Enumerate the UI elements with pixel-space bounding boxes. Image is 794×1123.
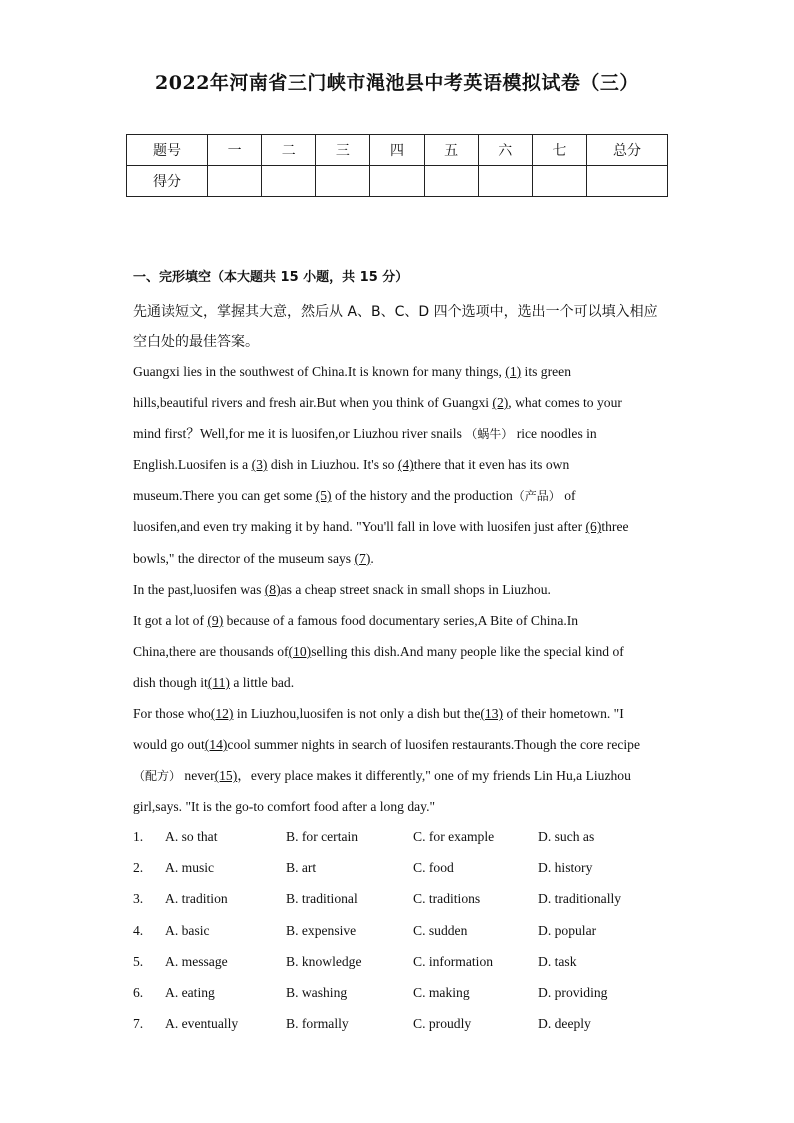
passage-line: In the past,luosifen was (8)as a cheap street snack in small shops in Liuzhou. <box>133 581 551 597</box>
header-cell-6: 六 <box>478 135 532 166</box>
score-cell-1 <box>208 166 262 197</box>
question-number: 6. <box>133 984 144 1000</box>
chinese-gloss: （配方） <box>133 769 182 784</box>
option-c: C. making <box>413 984 470 1000</box>
passage-line: hills,beautiful rivers and fresh air.But when you think of Guangxi (2), what comes to your <box>133 395 622 411</box>
score-cell-4 <box>370 166 424 197</box>
option-d: D. history <box>538 860 593 876</box>
option-a: A. message <box>165 953 228 969</box>
header-cell-2: 二 <box>262 135 316 166</box>
header-cell-7: 七 <box>532 135 586 166</box>
blank-11: (11) <box>207 674 230 690</box>
option-a: A. basic <box>165 922 210 938</box>
option-d: D. such as <box>538 829 595 844</box>
chinese-gloss: （产品） <box>512 489 561 504</box>
score-table-header-row <box>127 135 668 166</box>
option-a: A. eating <box>165 984 215 1000</box>
option-d: D. traditionally <box>538 891 622 907</box>
score-cell-7 <box>532 166 586 197</box>
passage-line: It got a lot of (9) because of a famous food documentary series,A Bite of China.In <box>133 612 579 628</box>
passage-line: luosifen,and even try making it by hand. "You'll fall in love with luosifen just after (6)three <box>133 519 629 535</box>
passage-line: museum.There you can get some (5) of the history and the production（产品） of <box>133 488 576 504</box>
blank-7: (7) <box>354 550 371 566</box>
blank-8: (8) <box>264 581 281 597</box>
blank-9: (9) <box>207 612 224 628</box>
passage-line: For those who(12) in Liuzhou,luosifen is not only a dish but the(13) of their hometown. "I <box>133 706 624 722</box>
option-b: B. formally <box>286 1016 349 1032</box>
blank-2: (2) <box>492 395 509 411</box>
question-row <box>133 854 673 885</box>
question-number: 3. <box>133 891 144 907</box>
blank-1: (1) <box>505 364 522 379</box>
question-number: 7. <box>133 1016 144 1032</box>
question-number: 1. <box>133 829 144 844</box>
passage-line: bowls," the director of the museum says (7). <box>133 550 374 566</box>
option-c: C. sudden <box>413 922 468 938</box>
passage-line: （配方） never(15)，every place makes it differently," one of my friends Lin Hu,a Liuzhou <box>133 768 631 784</box>
blank-15: (15) <box>214 768 238 784</box>
passage-line: dish though it(11) a little bad. <box>133 674 295 690</box>
score-cell-2 <box>262 166 316 197</box>
chinese-gloss: （蜗牛） <box>465 427 514 442</box>
header-cell-label: 题号 <box>127 135 208 166</box>
question-row <box>133 885 673 916</box>
option-a: A. eventually <box>165 1016 239 1032</box>
answer-options <box>133 823 673 1041</box>
option-d: D. popular <box>538 922 597 938</box>
passage-line: would go out(14)cool summer nights in search of luosifen restaurants.Though the core recipe <box>133 737 640 753</box>
question-row <box>133 1010 673 1041</box>
option-d: D. deeply <box>538 1016 591 1032</box>
question-number: 5. <box>133 953 144 969</box>
question-row <box>133 823 673 854</box>
option-a: A. so that <box>165 829 218 844</box>
instructions <box>133 297 668 357</box>
blank-12: (12) <box>210 706 234 722</box>
option-b: B. knowledge <box>286 953 362 969</box>
header-cell-total: 总分 <box>587 135 668 166</box>
option-c: C. for example <box>413 829 495 844</box>
score-cell-3 <box>316 166 370 197</box>
option-d: D. task <box>538 953 577 969</box>
blank-10: (10) <box>288 643 312 659</box>
option-d: D. providing <box>538 984 608 1000</box>
header-cell-3: 三 <box>316 135 370 166</box>
blank-14: (14) <box>204 737 228 753</box>
question-row <box>133 979 673 1010</box>
option-b: B. for certain <box>286 829 359 844</box>
blank-6: (6) <box>585 519 602 535</box>
header-cell-5: 五 <box>424 135 478 166</box>
blank-5: (5) <box>315 488 332 504</box>
passage-line: Guangxi lies in the southwest of China.It is known for many things, (1) its green <box>133 364 571 379</box>
option-a: A. tradition <box>165 891 228 907</box>
blank-3: (3) <box>251 457 268 473</box>
score-cell-5 <box>424 166 478 197</box>
question-number: 2. <box>133 860 144 876</box>
blank-13: (13) <box>480 706 504 722</box>
instruction-line: 空白处的最佳答案。 <box>133 334 259 350</box>
question-row <box>133 917 673 948</box>
option-c: C. proudly <box>413 1016 472 1032</box>
option-a: A. music <box>165 860 215 876</box>
instruction-line: 先通读短文，掌握其大意，然后从 A、B、C、D 四个选项中，选出一个可以填入相应 <box>133 304 658 320</box>
option-b: B. art <box>286 860 317 876</box>
header-cell-1: 一 <box>208 135 262 166</box>
section-heading: 一、完形填空（本大题共 15 小题，共 15 分） <box>133 270 409 285</box>
score-cell-6 <box>478 166 532 197</box>
question-row <box>133 948 673 979</box>
score-cell-total <box>587 166 668 197</box>
score-table-score-row <box>127 166 668 197</box>
page-title: 2022年河南省三门峡市渑池县中考英语模拟试卷（三） <box>155 72 639 94</box>
option-c: C. food <box>413 860 454 876</box>
option-c: C. information <box>413 953 494 969</box>
passage-line: girl,says. "It is the go-to comfort food after a long day." <box>133 799 436 815</box>
option-b: B. traditional <box>286 891 358 907</box>
option-b: B. expensive <box>286 922 357 938</box>
score-table <box>126 134 668 197</box>
header-cell-4: 四 <box>370 135 424 166</box>
blank-4: (4) <box>397 457 414 473</box>
option-c: C. traditions <box>413 891 481 907</box>
cloze-passage <box>133 356 673 822</box>
passage-line: English.Luosifen is a (3) dish in Liuzhou. It's so (4)there that it even has its own <box>133 457 570 473</box>
question-number: 4. <box>133 922 144 938</box>
option-b: B. washing <box>286 984 348 1000</box>
score-row-label: 得分 <box>127 166 208 197</box>
passage-line: China,there are thousands of(10)selling this dish.And many people like the special kind of <box>133 643 624 659</box>
passage-line: mind first？Well,for me it is luosifen,or Liuzhou river snails （蜗牛） rice noodles in <box>133 426 597 442</box>
